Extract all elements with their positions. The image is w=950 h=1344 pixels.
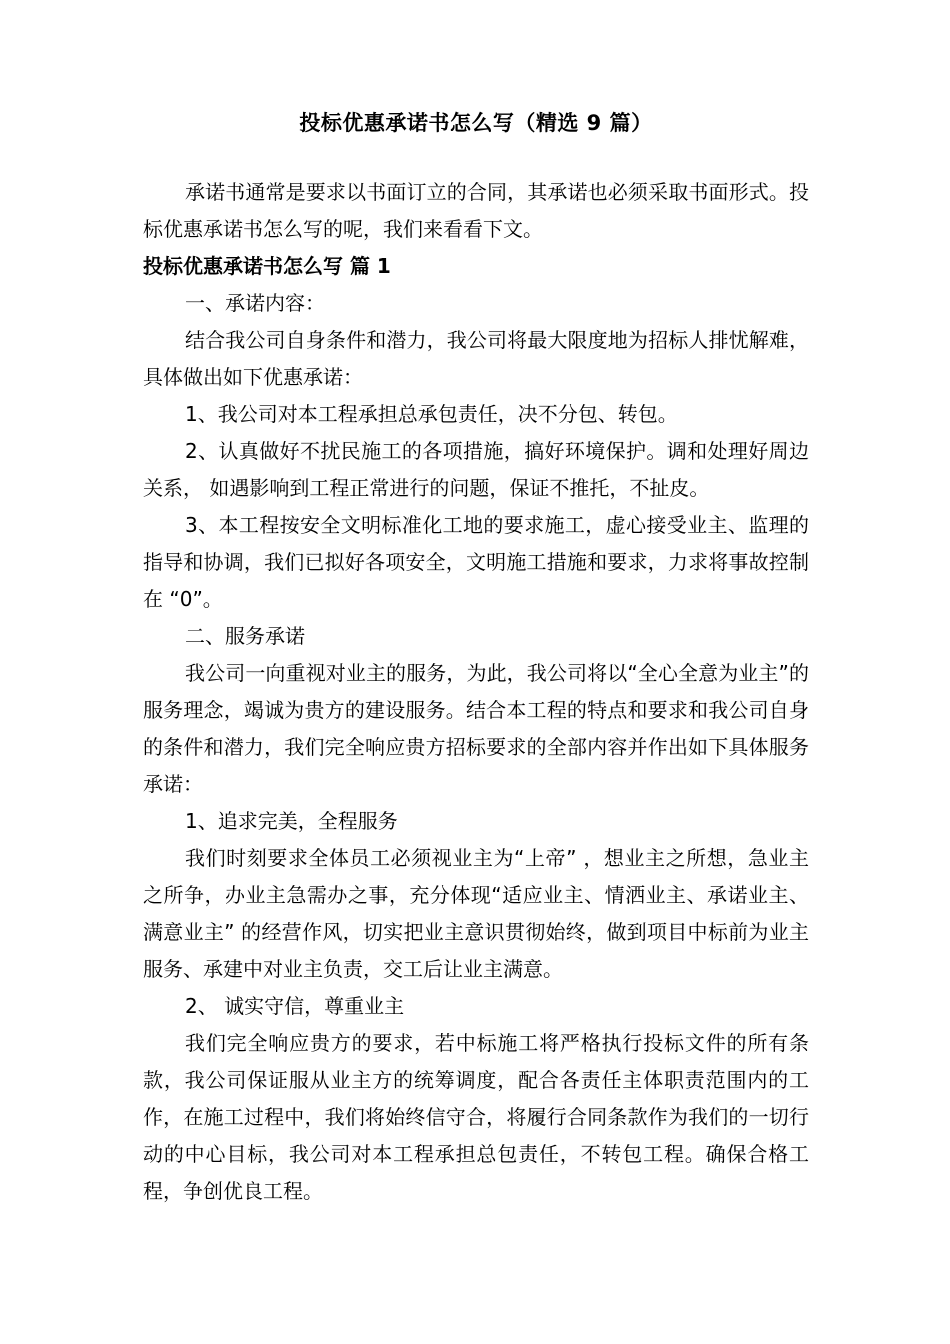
intro-paragraph: 承诺书通常是要求以书面订立的合同，其承诺也必须采取书面形式。投标优惠承诺书怎么写的呢，我们来看看下文。 [143, 180, 809, 241]
paragraph-item-3: 3、本工程按安全文明标准化工地的要求施工，虚心接受业主、监理的指导和协调，我们已拟好各项安全，文明施工措施和要求，力求将事故控制在 “0”。 [143, 513, 809, 611]
paragraph-service-heading: 二、服务承诺 [185, 624, 305, 648]
paragraph-item-2: 2、认真做好不扰民施工的各项措施，搞好环境保护。调和处理好周边关系， 如遇影响到工程正常进行的问题，保证不推托，不扯皮。 [143, 439, 809, 500]
paragraph-commitment-intro: 结合我公司自身条件和潜力，我公司将最大限度地为招标人排忧解难，具体做出如下优惠承诺： [143, 328, 809, 389]
section-heading: 投标优惠承诺书怎么写 篇 1 [143, 254, 391, 278]
paragraph-service-intro: 我公司一向重视对业主的服务，为此，我公司将以“全心全意为业主”的服务理念，竭诚为贵方的建设服务。结合本工程的特点和要求和我公司自身的条件和潜力，我们完全响应贵方招标要求的全部内容并作出如下具体服务承诺： [143, 661, 809, 796]
paragraph-service-item-1-body: 我们时刻要求全体员工必须视业主为“上帝” ，想业主之所想，急业主之所争，办业主急需办之事，充分体现“适应业主、情洒业主、承诺业主、满意业主” 的经营作风，切实把业主意识贯彻始终，做到项目中标前为业主服务、承建中对业主负责，交工后让业主满意。 [143, 846, 809, 981]
paragraph-service-item-1-heading: 1、追求完美，全程服务 [185, 809, 398, 833]
document-title: 投标优惠承诺书怎么写（精选 9 篇） [299, 111, 653, 135]
paragraph-service-item-2-body: 我们完全响应贵方的要求，若中标施工将严格执行投标文件的所有条款，我公司保证服从业主方的统筹调度，配合各责任主体职责范围内的工作，在施工过程中，我们将始终信守合，将履行合同条款作为我们的一切行动的中心目标，我公司对本工程承担总包责任，不转包工程。确保合格工程，争创优良工程。 [143, 1031, 809, 1203]
paragraph-commitment-content-heading: 一、承诺内容： [185, 291, 325, 315]
paragraph-service-item-2-heading: 2、 诚实守信，尊重业主 [185, 994, 405, 1018]
paragraph-item-1: 1、我公司对本工程承担总承包责任，决不分包、转包。 [185, 402, 678, 426]
document-page [143, 108, 809, 1210]
